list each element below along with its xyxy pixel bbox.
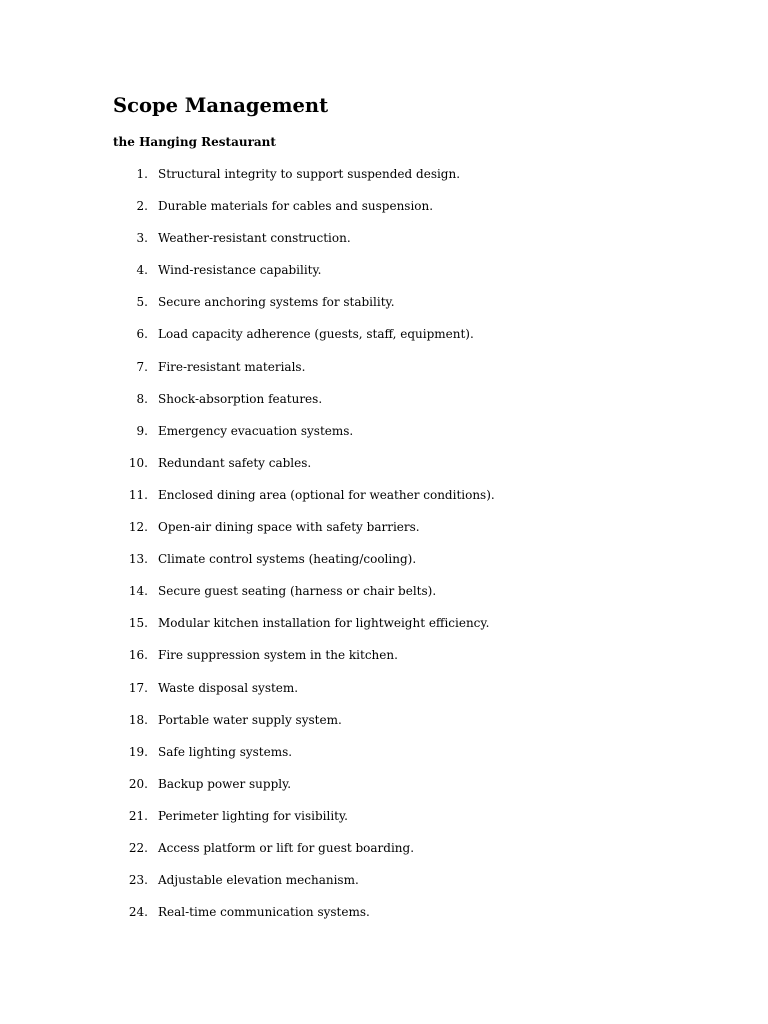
list-item-number: 14.: [128, 584, 148, 599]
list-item-number: 9.: [136, 423, 148, 438]
list-item-number: 5.: [136, 295, 148, 310]
list-item-text: Emergency evacuation systems.: [158, 423, 354, 438]
list-item-text: Access platform or lift for guest boarding.: [158, 840, 415, 855]
list-item-text: Durable materials for cables and suspension.: [158, 199, 434, 214]
list-item-text: Secure guest seating (harness or chair belts).: [158, 584, 437, 599]
list-item-text: Enclosed dining area (optional for weather conditions).: [158, 487, 495, 502]
list-item-number: 15.: [128, 616, 148, 631]
list-item-text: Weather-resistant construction.: [158, 231, 351, 246]
list-item-number: 11.: [128, 487, 148, 502]
list-item-number: 4.: [136, 263, 148, 278]
list-item-text: Backup power supply.: [158, 776, 292, 791]
list-item-text: Open-air dining space with safety barriers.: [158, 520, 420, 535]
list-item-number: 23.: [128, 873, 148, 888]
list-item-text: Fire-resistant materials.: [158, 359, 306, 374]
list-item-text: Shock-absorption features.: [158, 391, 323, 406]
list-item-text: Modular kitchen installation for lightweight efficiency.: [158, 616, 490, 631]
list-item-number: 6.: [136, 327, 148, 342]
list-item-text: Real-time communication systems.: [158, 905, 370, 920]
list-item-text: Redundant safety cables.: [158, 455, 312, 470]
list-item-number: 24.: [128, 905, 148, 920]
list-item-number: 16.: [128, 648, 148, 663]
list-item-number: 7.: [136, 359, 148, 374]
list-item-number: 19.: [128, 744, 148, 759]
list-item-text: Climate control systems (heating/cooling).: [158, 552, 417, 567]
list-item-number: 21.: [128, 808, 148, 823]
list-item-text: Load capacity adherence (guests, staff, equipment).: [158, 327, 474, 342]
document-title: Scope Management: [113, 94, 329, 117]
list-item-text: Structural integrity to support suspended design.: [158, 167, 461, 181]
list-item-text: Waste disposal system.: [158, 680, 299, 695]
list-item-number: 10.: [128, 455, 148, 470]
list-item-number: 18.: [128, 712, 148, 727]
list-item-number: 2.: [136, 199, 148, 214]
list-item-number: 3.: [136, 231, 148, 246]
list-item-number: 20.: [128, 776, 148, 791]
list-item-number: 12.: [128, 520, 148, 535]
list-item-text: Secure anchoring systems for stability.: [158, 295, 395, 310]
list-item-text: Safe lighting systems.: [158, 744, 293, 759]
list-item-number: 8.: [136, 391, 148, 406]
list-item-number: 1.: [136, 167, 148, 181]
list-item-text: Perimeter lighting for visibility.: [158, 808, 348, 823]
list-item-text: Wind-resistance capability.: [158, 263, 322, 278]
document-subtitle: the Hanging Restaurant: [113, 135, 276, 149]
list-item-number: 17.: [128, 680, 148, 695]
list-item-number: 22.: [128, 840, 148, 855]
list-item-number: 13.: [128, 552, 148, 567]
list-item-text: Adjustable elevation mechanism.: [158, 873, 359, 888]
list-item-text: Portable water supply system.: [158, 712, 342, 727]
list-item-text: Fire suppression system in the kitchen.: [158, 648, 398, 663]
